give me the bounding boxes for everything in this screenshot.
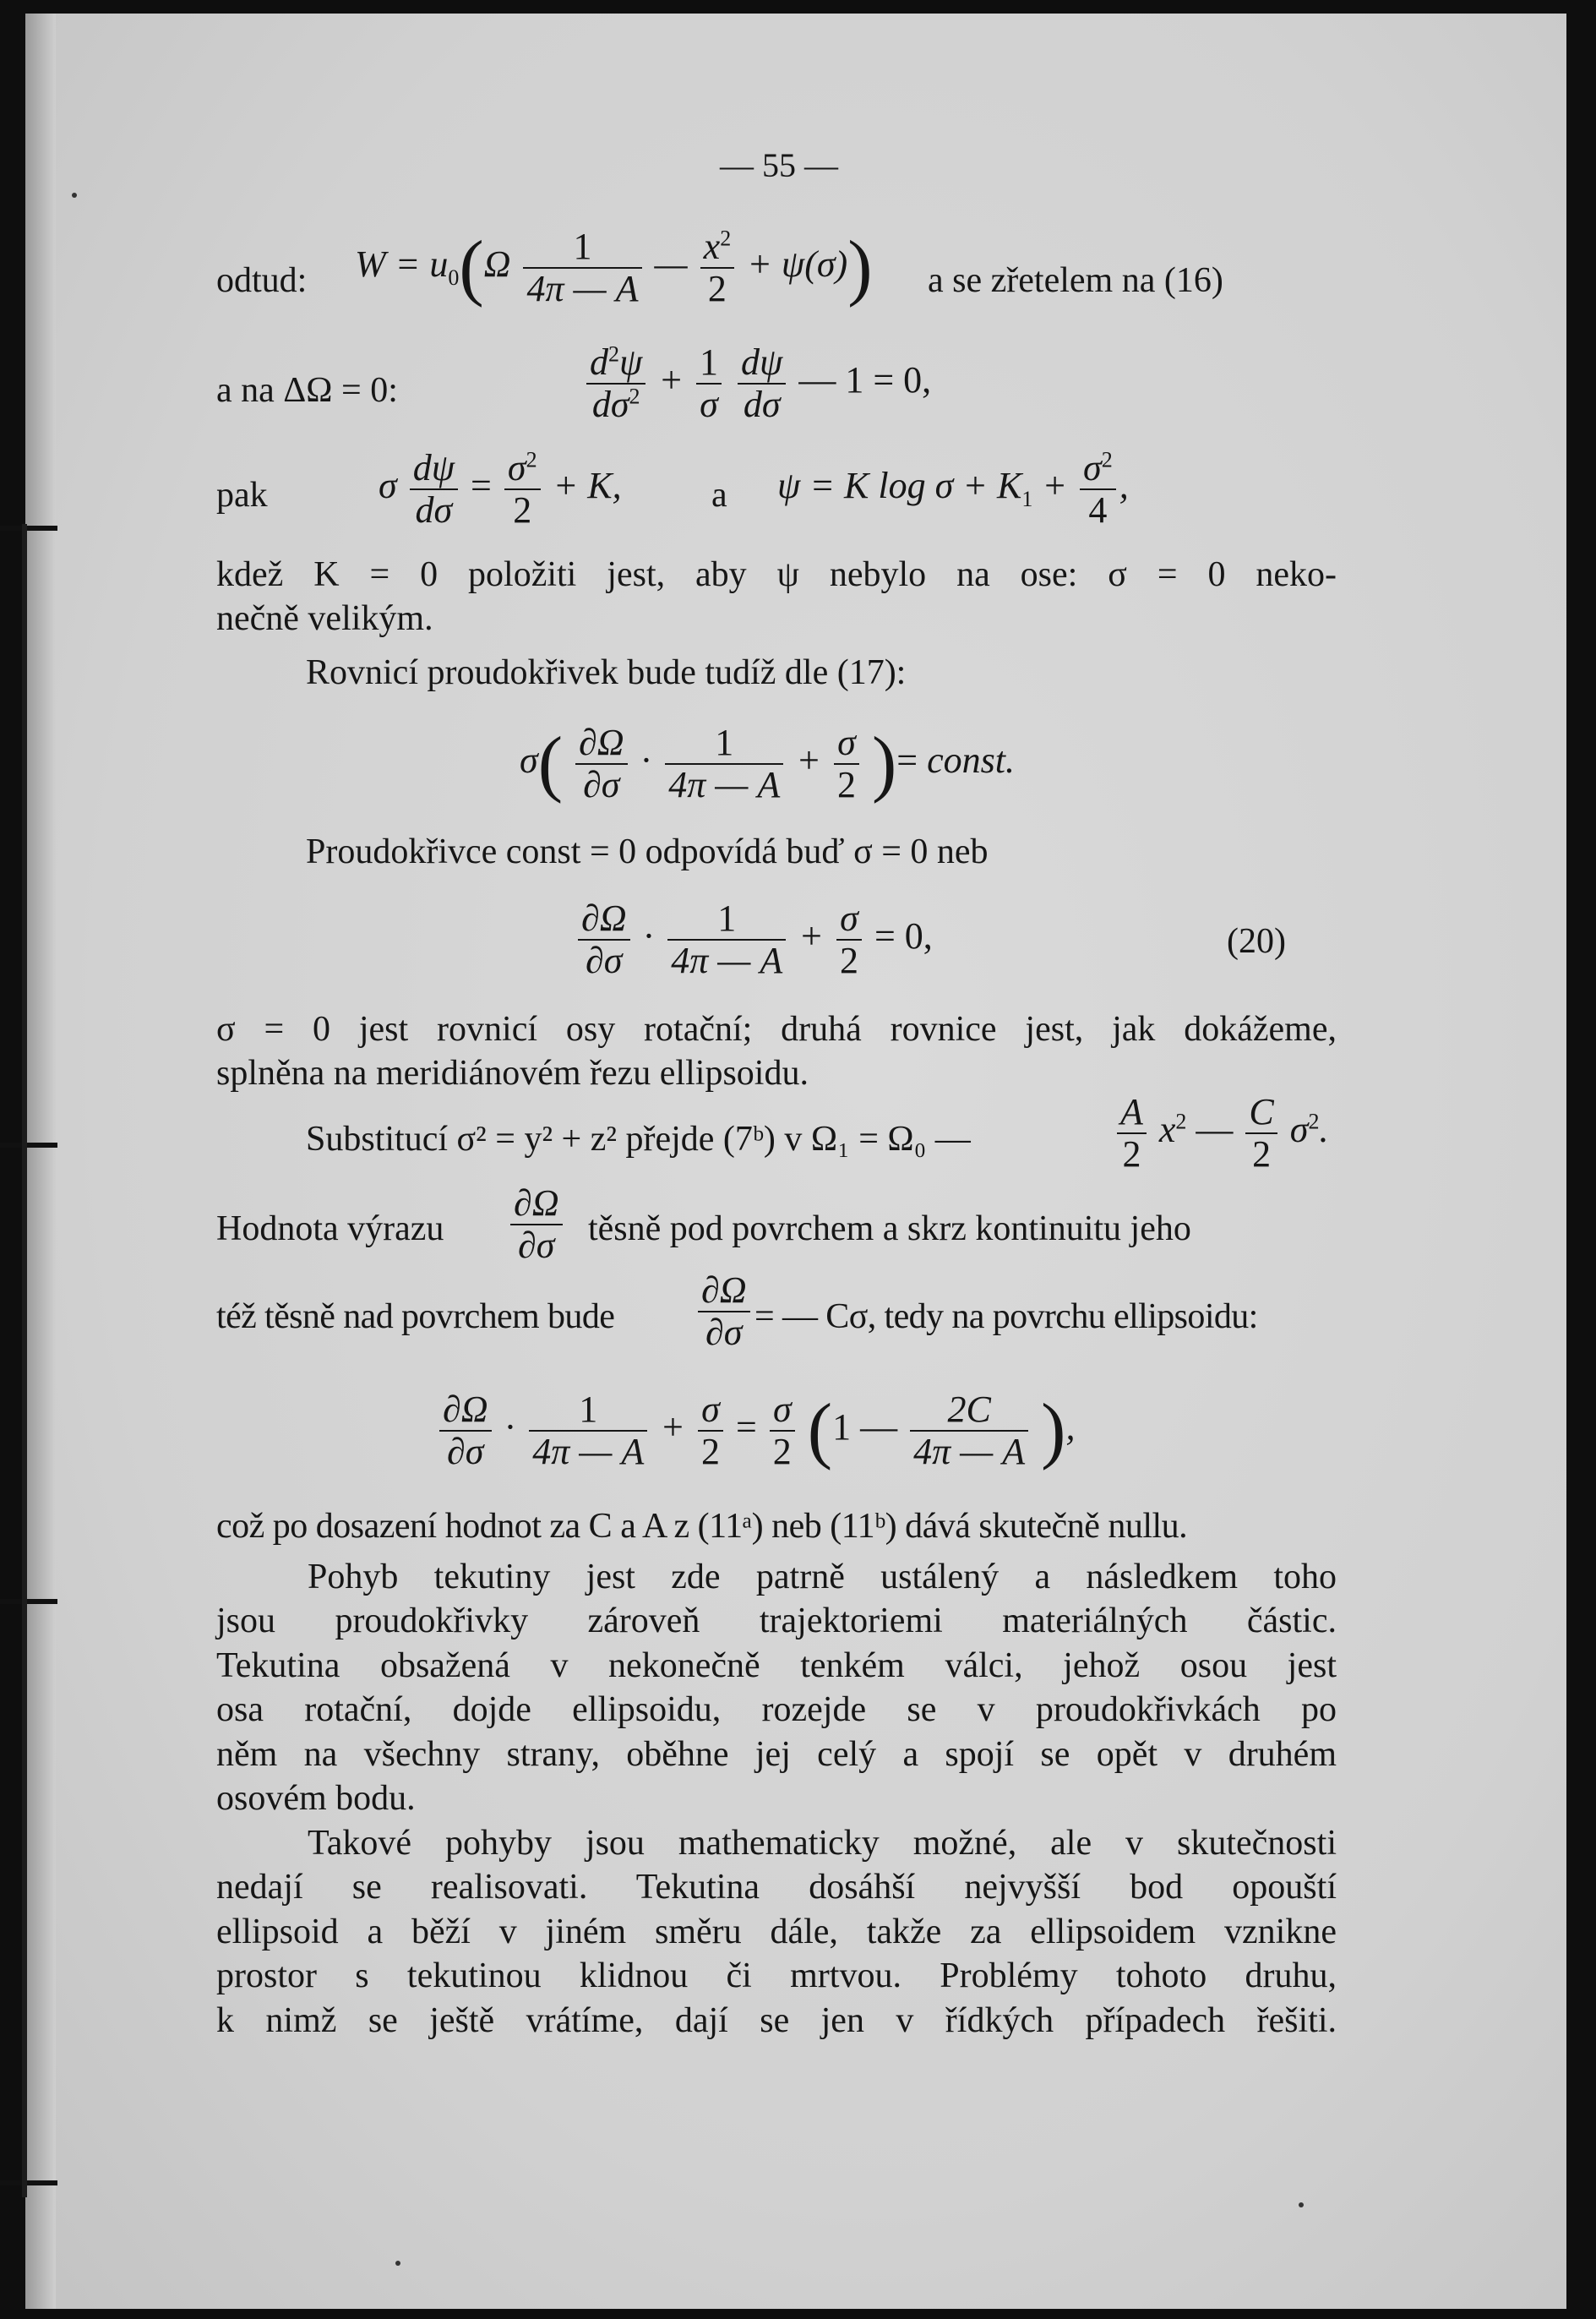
proudokrivce-line: Proudokřivce const = 0 odpovídá buď σ = 0 neb xyxy=(306,832,989,871)
tez-left: též těsně nad povrchem bude xyxy=(216,1297,615,1336)
formula-psi: ψ = K $\log \sigma + K_1$ + $\frac{\sigma^2}{4}$ , xyxy=(777,447,1129,531)
formula-surface: $\frac{\partial\Omega}{\partial\sigma}$ · $\frac{1}{4\pi — A}$ + $\frac{\sigma}{2}$ = $\frac{\sigma}{2}$ (1 — $\frac{2C}{4\pi — A}$ ), xyxy=(436,1389,1075,1472)
crop-mark xyxy=(0,2180,57,2185)
pohyb-line-2: jsou proudokřivky zároveň trajektoriemi materiálných částic. xyxy=(216,1601,1337,1640)
crop-mark xyxy=(0,526,57,531)
formula-hodnota: $\frac{\partial\Omega}{\partial\sigma}$ xyxy=(507,1183,566,1266)
takove-line-2: nedají se realisovati. Tekutina dosáhší nejvyšší bod opouští xyxy=(216,1868,1337,1907)
binding-edge xyxy=(25,14,56,2309)
odtud-tail: a se zřetelem na (16) xyxy=(928,261,1223,300)
formula-stream: σ( $\frac{\partial\Omega}{\partial\sigma}$ · $\frac{1}{4\pi — A}$ + $\frac{\sigma}{2}$ )= const. xyxy=(520,722,1016,805)
formula-substitution: $\frac{A}{2}$ $x^2$ — $\frac{C}{2}$ $\sigma^2$. xyxy=(1114,1092,1328,1175)
tez-right: = — Cσ, tedy na povrchu ellipsoidu: xyxy=(754,1297,1258,1336)
formula-eq20: $\frac{\partial\Omega}{\partial\sigma}$ · $\frac{1}{4\pi — A}$ + $\frac{\sigma}{2}$ = 0, xyxy=(575,898,933,981)
takove-line-1: Takové pohyby jsou mathematicky možné, ale v skutečnosti xyxy=(308,1824,1337,1863)
formula-w: $W = u_0(\Omega$ $\frac{1}{4\pi — A}$ — $\frac{x^2}{2}$ + ψ(σ)) xyxy=(355,226,873,309)
takove-line-3: ellipsoid a běží v jiném směru dále, takže za ellipsoidem vznikne xyxy=(216,1912,1337,1951)
page-number: — 55 — xyxy=(720,146,838,184)
kdez-line-2: nečně velikým. xyxy=(216,599,433,638)
pak-mid: a xyxy=(711,476,727,515)
dust-speck xyxy=(395,2261,400,2266)
pak-label: pak xyxy=(216,476,268,515)
pohyb-line-6: osovém bodu. xyxy=(216,1779,416,1818)
dust-speck xyxy=(72,193,77,198)
pohyb-line-1: Pohyb tekutiny jest zde patrně ustálený a následkem toho xyxy=(308,1558,1337,1596)
formula-psi-derivative: σ $\frac{d\psi}{d\sigma}$ = $\frac{\sigma^2}{2}$ + K, xyxy=(379,447,622,531)
formula-tez: $\frac{\partial\Omega}{\partial\sigma}$ xyxy=(695,1270,754,1353)
pohyb-line-3: Tekutina obsažená v nekonečně tenkém válci, jehož osou jest xyxy=(216,1646,1337,1685)
takove-line-5: k nimž se ještě vrátíme, dají se jen v řídkých případech řešiti. xyxy=(216,2001,1337,2040)
takove-line-4: prostor s tekutinou klidnou či mrtvou. Problémy tohoto druhu, xyxy=(216,1956,1337,1995)
sigma-line-2: splněna na meridiánovém řezu ellipsoidu. xyxy=(216,1054,809,1093)
crop-mark xyxy=(0,1599,57,1604)
equation-number-20: (20) xyxy=(1227,922,1286,961)
dust-speck xyxy=(1299,2202,1304,2207)
pohyb-line-5: něm na všechny strany, oběhne jej celý a spojí se opět v druhém xyxy=(216,1735,1337,1774)
rovnici-line: Rovnicí proudokřivek bude tudíž dle (17): xyxy=(306,653,907,692)
kdez-line-1: kdež K = 0 položiti jest, aby ψ nebylo na ose: σ = 0 neko- xyxy=(216,555,1337,594)
pohyb-line-4: osa rotační, dojde ellipsoidu, rozejde se v proudokřivkách po xyxy=(216,1690,1337,1729)
sigma-line-1: σ = 0 jest rovnicí osy rotační; druhá rovnice jest, jak dokážeme, xyxy=(216,1010,1337,1049)
hodnota-right: těsně pod povrchem a skrz kontinuitu jeho xyxy=(588,1209,1191,1248)
ana-label: a na ΔΩ = 0: xyxy=(216,371,398,410)
coz-line: což po dosazení hodnot za C a A z (11ᵃ) neb (11ᵇ) dává skutečně nullu. xyxy=(216,1507,1188,1546)
odtud-label: odtud: xyxy=(216,261,308,300)
hodnota-left: Hodnota výrazu xyxy=(216,1209,444,1248)
crop-mark xyxy=(22,524,27,2197)
substitution-text: Substitucí σ² = y² + z² přejde (7ᵇ) v Ω₁ = Ω₀ — xyxy=(306,1120,971,1159)
formula-ode: $\frac{d^2\psi}{d\sigma^2}$ + $\frac{1}{\sigma}$ $\frac{d\psi}{d\sigma}$ — 1 = 0, xyxy=(583,342,931,425)
crop-mark xyxy=(0,1143,57,1148)
